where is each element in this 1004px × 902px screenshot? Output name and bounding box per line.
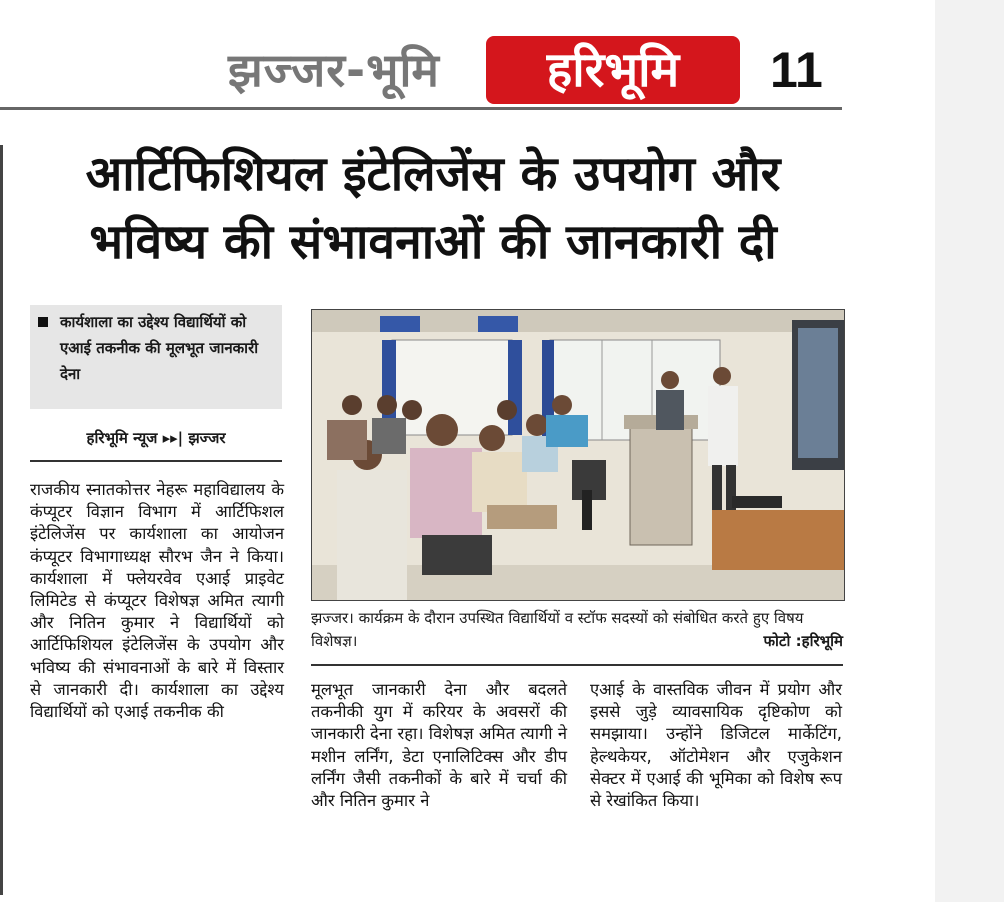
highlight-text: कार्यशाला का उद्देश्य विद्यार्थियों को एआई तकनीक की मूलभूत जानकारी देना (60, 313, 259, 383)
column-edge-rule (0, 145, 3, 895)
highlight-box (30, 305, 282, 409)
masthead-rule (0, 107, 842, 110)
body-column-2: मूलभूत जानकारी देना और बदलते तकनीकी युग में करियर के अवसरों की जानकारी देना रहा। विशेषज्ञ अमित त्यागी ने मशीन लर्निंग, डेटा एनालिटिक्स और डीप लर्निंग जैसी तकनीकों के बारे में चर्चा की और नितिन कुमार ने (311, 680, 567, 811)
body-column-3: एआई के वास्तविक जीवन में प्रयोग और इससे जुड़े व्यावसायिक दृष्टिकोण को समझाया। उन्होंने डिजिटल मार्केटिंग, हेल्थकेयर, ऑटोमेशन और एजुकेशन सेक्टर में एआई की भूमिका को विशेष रूप से रेखांकित किया। (590, 680, 842, 811)
headline-line-2: भविष्य की संभावनाओं की जानकारी दी (89, 214, 777, 270)
classroom-photo-illustration (312, 310, 844, 600)
page-number: 11 (770, 42, 823, 98)
news-photo (311, 309, 845, 601)
section-title: झज्जर-भूमि (228, 43, 440, 97)
photo-credit: फोटो :हरिभूमि (763, 632, 843, 650)
body-column-1: राजकीय स्नातकोत्तर नेहरू महाविद्यालय के कंप्यूटर विज्ञान विभाग में आर्टिफिशल इंटेलिजेंस पर कार्यशाला का आयोजन कंप्यूटर विभागाध्यक्ष सौरभ जैन ने किया। कार्यशाला में फ्लेयरवेव एआई प्राइवेट लिमिटेड से कंप्यूटर विशेषज्ञ अमित त्यागी और नितिन कुमार ने विद्यार्थियों को आर्टिफिशियल इंटेलिजेंस के उपयोग और भविष्य की संभावनाओं के बारे में विस्तार से जानकारी दी। कार्यशाला का उद्देश्य विद्यार्थियों को एआई तकनीक की (30, 480, 284, 722)
byline-rule (30, 460, 282, 462)
caption-text: झज्जर। कार्यक्रम के दौरान उपस्थित विद्यार्थियों व स्टॉफ सदस्यों को संबोधित करते हुए विषय विशेषज्ञ। (311, 609, 804, 650)
headline-line-1: आर्टिफिशियल इंटेलिजेंस के उपयोग और (85, 146, 781, 202)
bullet-square-icon (38, 317, 48, 327)
byline: हरिभूमि न्यूज ▸▸| झज्जर (86, 429, 226, 447)
headline (18, 140, 848, 276)
brand-logo: हरिभूमि (486, 36, 740, 104)
caption-rule (311, 664, 843, 666)
photo-caption (311, 607, 843, 653)
page-margin-strip (935, 0, 1004, 902)
